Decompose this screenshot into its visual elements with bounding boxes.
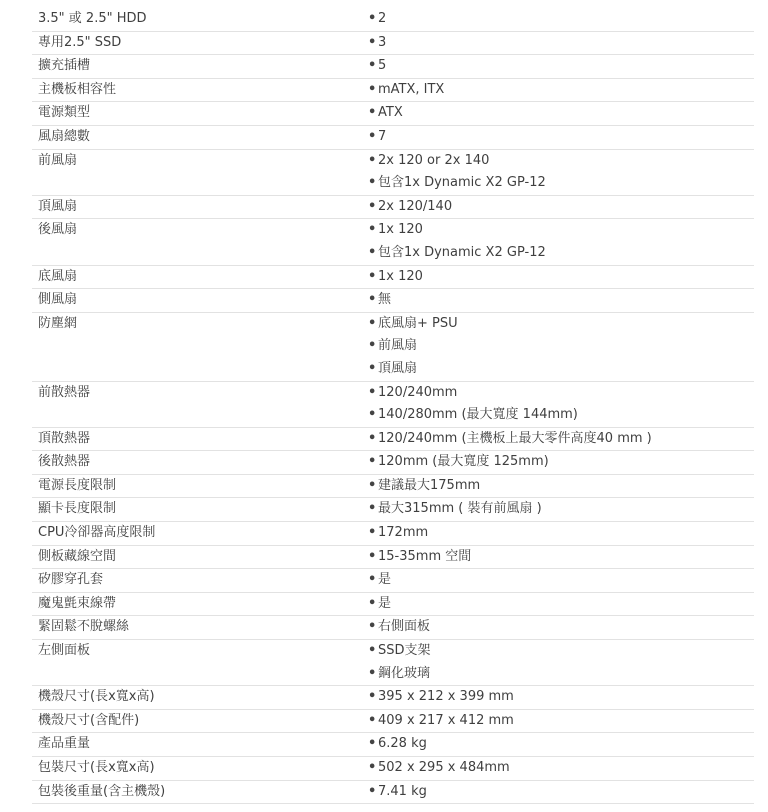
spec-row <box>32 686 754 710</box>
spec-value <box>368 733 754 756</box>
spec-value <box>368 313 754 336</box>
spec-row <box>32 710 754 734</box>
spec-value-text: 409 x 217 x 412 mm <box>378 712 514 728</box>
bullet-icon: • <box>368 128 377 144</box>
spec-value-text: 底風扇+ PSU <box>378 315 458 331</box>
spec-table <box>32 8 754 804</box>
bullet-icon: • <box>368 292 377 308</box>
bullet-icon: • <box>368 384 377 400</box>
spec-value-text: 120/240mm <box>378 384 458 400</box>
spec-value <box>368 616 754 639</box>
spec-row <box>32 32 754 56</box>
spec-values <box>368 593 754 616</box>
spec-value <box>368 150 754 173</box>
spec-value-text: 頂風扇 <box>378 360 418 376</box>
spec-value-text: 包含1x Dynamic X2 GP-12 <box>378 175 546 191</box>
spec-value <box>368 102 754 125</box>
spec-values <box>368 219 754 264</box>
spec-label: 前風扇 <box>38 152 78 168</box>
spec-row <box>32 289 754 313</box>
bullet-icon: • <box>368 783 377 799</box>
spec-row <box>32 451 754 475</box>
spec-row <box>32 546 754 570</box>
spec-value-text: 2x 120 or 2x 140 <box>378 152 490 168</box>
spec-values <box>368 150 754 195</box>
spec-values <box>368 475 754 498</box>
spec-values <box>368 686 754 709</box>
bullet-icon: • <box>368 665 377 681</box>
spec-row <box>32 593 754 617</box>
spec-value <box>368 569 754 592</box>
bullet-icon: • <box>368 152 377 168</box>
spec-row <box>32 150 754 196</box>
bullet-icon: • <box>368 430 377 446</box>
spec-value <box>368 663 754 686</box>
bullet-icon: • <box>368 501 377 517</box>
spec-value <box>368 593 754 616</box>
bullet-icon: • <box>368 525 377 541</box>
spec-value <box>368 126 754 149</box>
spec-value-text: 502 x 295 x 484mm <box>378 760 510 775</box>
spec-value-text: 最大315mm ( 裝有前風扇 ) <box>378 501 542 517</box>
bullet-icon: • <box>368 244 377 260</box>
bullet-icon: • <box>368 572 377 588</box>
bullet-icon: • <box>368 760 377 775</box>
spec-value-text: 7 <box>378 128 387 144</box>
spec-value-text: 包含1x Dynamic X2 GP-12 <box>378 244 546 260</box>
spec-value <box>368 757 754 780</box>
spec-value <box>368 451 754 474</box>
spec-row <box>32 640 754 686</box>
spec-value-text: 鋼化玻璃 <box>378 665 431 681</box>
spec-values <box>368 451 754 474</box>
spec-values <box>368 55 754 78</box>
spec-label: 擴充插槽 <box>38 58 91 74</box>
spec-value <box>368 8 754 31</box>
spec-label: 3.5" 或 2.5" HDD <box>38 11 147 26</box>
bullet-icon: • <box>368 11 377 26</box>
spec-value-text: 395 x 212 x 399 mm <box>378 689 514 705</box>
spec-label: 側風扇 <box>38 292 78 308</box>
spec-value <box>368 710 754 733</box>
spec-label: 底風扇 <box>38 268 78 284</box>
spec-values <box>368 498 754 521</box>
spec-values <box>368 126 754 149</box>
spec-value <box>368 242 754 265</box>
spec-label: 風扇總數 <box>38 128 91 144</box>
bullet-icon: • <box>368 105 377 121</box>
spec-value-text: 5 <box>378 58 387 74</box>
spec-row <box>32 55 754 79</box>
spec-label: 前散熱器 <box>38 384 91 400</box>
spec-values <box>368 522 754 545</box>
spec-values <box>368 781 754 804</box>
spec-value-text: 3 <box>378 34 387 50</box>
spec-label: 主機板相容性 <box>38 81 117 97</box>
spec-value-text: 7.41 kg <box>378 783 427 799</box>
spec-value-text: 2 <box>378 11 387 26</box>
spec-value <box>368 219 754 242</box>
spec-values <box>368 546 754 569</box>
spec-label: 後散熱器 <box>38 454 91 470</box>
spec-value <box>368 266 754 289</box>
spec-value-text: ATX <box>378 105 403 121</box>
spec-values <box>368 32 754 55</box>
spec-value-text: 右側面板 <box>378 619 431 635</box>
spec-values <box>368 313 754 381</box>
spec-label: 頂風扇 <box>38 198 78 214</box>
bullet-icon: • <box>368 58 377 74</box>
spec-values <box>368 569 754 592</box>
spec-value <box>368 781 754 804</box>
spec-value <box>368 382 754 405</box>
spec-values <box>368 428 754 451</box>
spec-value <box>368 172 754 195</box>
spec-values <box>368 710 754 733</box>
bullet-icon: • <box>368 712 377 728</box>
spec-value <box>368 640 754 663</box>
spec-value-text: 6.28 kg <box>378 736 427 752</box>
bullet-icon: • <box>368 338 377 354</box>
spec-row <box>32 79 754 103</box>
spec-row <box>32 475 754 499</box>
spec-label: 包裝尺寸(長x寬x高) <box>38 760 155 775</box>
spec-value-text: 15-35mm 空間 <box>378 548 472 564</box>
spec-values <box>368 733 754 756</box>
spec-values <box>368 616 754 639</box>
spec-label: 電源長度限制 <box>38 477 117 493</box>
spec-row <box>32 781 754 805</box>
spec-label: 機殼尺寸(含配件) <box>38 712 140 728</box>
bullet-icon: • <box>368 407 377 423</box>
spec-row <box>32 382 754 428</box>
spec-value <box>368 55 754 78</box>
spec-values <box>368 757 754 780</box>
bullet-icon: • <box>368 198 377 214</box>
spec-value <box>368 289 754 312</box>
spec-values <box>368 640 754 685</box>
spec-label: 電源類型 <box>38 105 91 121</box>
spec-row <box>32 126 754 150</box>
spec-label: 魔鬼氈束線帶 <box>38 595 117 611</box>
spec-value-text: 是 <box>378 595 392 611</box>
bullet-icon: • <box>368 175 377 191</box>
spec-label: 專用2.5" SSD <box>38 34 122 50</box>
spec-value-text: 140/280mm (最大寬度 144mm) <box>378 407 578 423</box>
bullet-icon: • <box>368 689 377 705</box>
spec-row <box>32 266 754 290</box>
spec-values <box>368 289 754 312</box>
spec-row <box>32 522 754 546</box>
spec-value <box>368 428 754 451</box>
spec-value-text: 1x 120 <box>378 222 423 238</box>
spec-value-text: 是 <box>378 572 392 588</box>
bullet-icon: • <box>368 34 377 50</box>
spec-value-text: 無 <box>378 292 392 308</box>
spec-label: 產品重量 <box>38 736 91 752</box>
spec-label: 頂散熱器 <box>38 430 91 446</box>
spec-label: 緊固鬆不脫螺絲 <box>38 619 130 635</box>
spec-value <box>368 196 754 219</box>
bullet-icon: • <box>368 477 377 493</box>
spec-values <box>368 102 754 125</box>
bullet-icon: • <box>368 268 377 284</box>
spec-label: 包裝後重量(含主機殼) <box>38 783 166 799</box>
spec-row <box>32 498 754 522</box>
spec-label: 防塵網 <box>38 315 78 331</box>
spec-value-text: 2x 120/140 <box>378 198 453 214</box>
spec-value-text: 建議最大175mm <box>378 477 481 493</box>
spec-value-text: 120/240mm (主機板上最大零件高度40 mm ) <box>378 430 652 446</box>
spec-value <box>368 32 754 55</box>
spec-label: 顯卡長度限制 <box>38 501 117 517</box>
spec-value <box>368 522 754 545</box>
bullet-icon: • <box>368 454 377 470</box>
bullet-icon: • <box>368 643 377 659</box>
spec-values <box>368 266 754 289</box>
spec-value-text: SSD支架 <box>378 643 431 659</box>
spec-row <box>32 616 754 640</box>
spec-label: 後風扇 <box>38 222 78 238</box>
spec-row <box>32 8 754 32</box>
spec-values <box>368 8 754 31</box>
spec-label: 機殼尺寸(長x寬x高) <box>38 689 155 705</box>
spec-row <box>32 733 754 757</box>
spec-value-text: 前風扇 <box>378 338 418 354</box>
spec-value <box>368 546 754 569</box>
spec-values <box>368 196 754 219</box>
bullet-icon: • <box>368 315 377 331</box>
spec-label: CPU冷卻器高度限制 <box>38 525 156 541</box>
spec-value <box>368 475 754 498</box>
spec-value <box>368 498 754 521</box>
spec-row <box>32 757 754 781</box>
spec-value <box>368 335 754 358</box>
bullet-icon: • <box>368 222 377 238</box>
spec-value <box>368 79 754 102</box>
spec-values <box>368 382 754 427</box>
spec-row <box>32 102 754 126</box>
spec-label: 左側面板 <box>38 643 91 659</box>
bullet-icon: • <box>368 548 377 564</box>
bullet-icon: • <box>368 736 377 752</box>
bullet-icon: • <box>368 360 377 376</box>
spec-row <box>32 219 754 265</box>
bullet-icon: • <box>368 81 377 97</box>
spec-row <box>32 428 754 452</box>
spec-row <box>32 196 754 220</box>
bullet-icon: • <box>368 595 377 611</box>
spec-value-text: 1x 120 <box>378 268 423 284</box>
spec-value-text: 172mm <box>378 525 429 541</box>
spec-value <box>368 404 754 427</box>
bullet-icon: • <box>368 619 377 635</box>
spec-value-text: 120mm (最大寬度 125mm) <box>378 454 549 470</box>
spec-value <box>368 358 754 381</box>
spec-value <box>368 686 754 709</box>
spec-label: 側板藏線空間 <box>38 548 117 564</box>
spec-row <box>32 313 754 382</box>
spec-label: 矽膠穿孔套 <box>38 572 104 588</box>
spec-values <box>368 79 754 102</box>
spec-row <box>32 569 754 593</box>
spec-value-text: mATX, ITX <box>378 81 445 97</box>
